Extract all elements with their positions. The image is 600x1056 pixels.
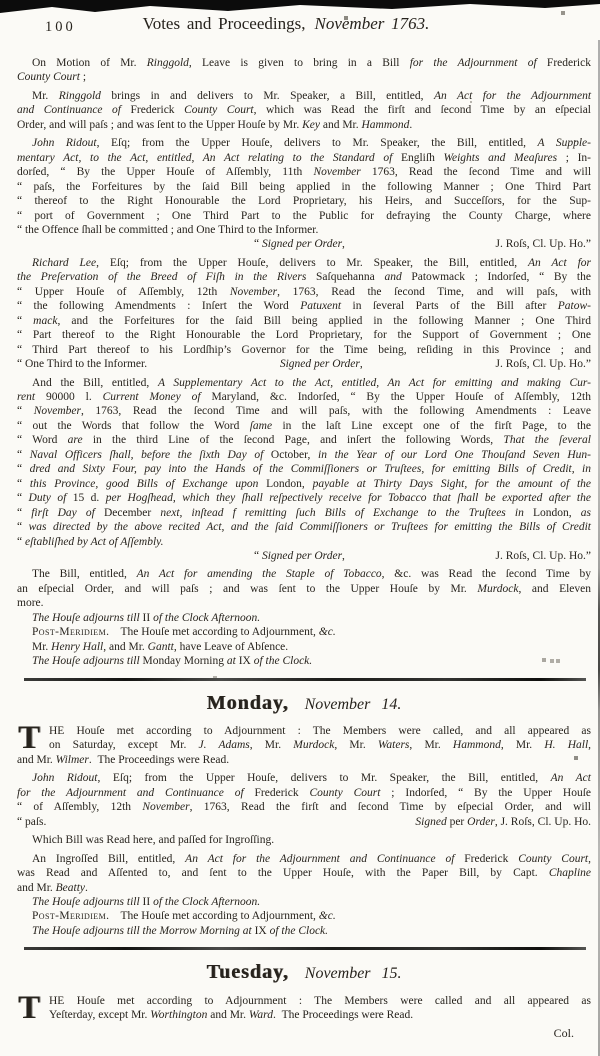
text-line: An Ingroſſed Bill, entitled, An Act for the Adjournment and Continuance of Frederick County Court, (32, 852, 592, 865)
text-line: “ firſt Day of December next, inſtead f remitting ſuch Bills of Exchange to the Truſtees in London, as (17, 506, 591, 519)
text-line: and Mr. Wilmer. The Proceedings were Read. (17, 753, 230, 766)
dropcap-paragraph (17, 720, 592, 767)
paragraph (17, 256, 591, 372)
text-line: The Houſe adjourns till II of the Clock Afternoon. (32, 896, 261, 909)
text-line: “ was directed by the above recited Act, and the ſaid Commiſſioners or Truſtees for emitting the Bills of Credit (17, 521, 591, 534)
paragraph (17, 376, 591, 564)
text-line: Mr. Henry Hall, and Mr. Gantt, have Leave of Abſence. (32, 640, 289, 653)
text-line: On Motion of Mr. Ringgold, Leave is given to bring in a Bill for the Adjournment of Frederick (32, 57, 591, 69)
running-header (0, 14, 600, 41)
text-line: The Bill, entitled, An Act for amending the Staple of Tobacco, &c. was Read the ſecond Time by (32, 568, 591, 581)
text-line: rent 90000 l. Current Money of Maryland, &c. Indorſed, “ By the Upper Houſe of Aſſembly, 12th (17, 390, 591, 403)
text-line: for the Adjournment and Continuance of Frederick County Court ; Indorſed, “ By the Upper Houſe (17, 786, 591, 799)
text-line: County Court ; (17, 71, 87, 84)
text-line: John Ridout, Eſq; from the Upper Houſe, delivers to Mr. Speaker, the Bill, entitled, A Supple- (32, 137, 591, 150)
day-heading (17, 961, 591, 984)
text-line: dorſed, “ By the Upper Houſe of Aſſembly, 11th November 1763, Read the ſecond Time and will (17, 166, 592, 179)
scan-noise (0, 0, 2, 2)
paragraph (17, 136, 591, 252)
text-segment: “ Signed per Order, (254, 549, 345, 562)
dropcap-paragraph (17, 989, 591, 1026)
text-line: Post-Meridiem. The Houſe met according to Adjournment, &c. (32, 910, 336, 923)
page-title-text: Votes and Proceedings, (142, 14, 306, 33)
page-title (0, 14, 586, 33)
text-line: Yeſterday, except Mr. Worthington and Mr. Ward. The Proceedings were Read. (49, 1009, 414, 1022)
text-segment: J. Roſs, Cl. Up. Ho.” (495, 358, 591, 371)
text-line: on Saturday, except Mr. J. Adams, Mr. Murdock, Mr. Waters, Mr. Hammond, Mr. H. Hall, (49, 739, 592, 752)
text-segment: “ Signed per Order, (254, 238, 345, 251)
text-line: Richard Lee, Eſq; from the Upper Houſe, delivers to Mr. Speaker, the Bill, entitled, An Act for (32, 256, 592, 269)
paragraph (17, 833, 591, 847)
text-line: “ thereof to the Right Honourable the Lord Proprietary, his Heirs, and Succeſſors, for the Sup- (17, 195, 591, 208)
drop-cap: T (18, 989, 41, 1026)
day-name: Monday, (206, 691, 289, 714)
text-line: And the Bill, entitled, A Supplementary Act to the Act, entitled, An Act for emitting and making Cur- (32, 376, 591, 389)
text-line (17, 549, 591, 563)
text-segment: J. Roſs, Cl. Up. Ho.” (495, 238, 591, 251)
paragraph (17, 611, 591, 669)
text-line (17, 815, 591, 829)
text-line: The Houſe adjourns till II of the Clock Afternoon. (32, 611, 261, 624)
text-line: The Houſe adjourns till the Morrow Morning at IX of the Clock. (32, 924, 329, 937)
text-segment: Signed per Order, (279, 358, 363, 371)
text-segment: Signed per Order, J. Roſs, Cl. Up. Ho. (415, 815, 591, 828)
day-name: Tuesday, (206, 961, 289, 984)
paragraph (17, 852, 591, 895)
text-segment: “ One Third to the Informer. (17, 358, 148, 371)
text-line: “ Part thereof to the Right Honourable the Lord Proprietary, for the Support of Government ; One (17, 329, 591, 342)
text-line: Order, and will paſs ; and was ſent to the Upper Houſe by Mr. Key and Mr. Hammond. (17, 118, 413, 131)
section-divider (24, 947, 586, 950)
text-line: was Read and Aſſented to, and ſent to the Upper Houſe, with the Paper Bill, by Capt. Chapline (17, 867, 591, 880)
catchword: Col. (553, 1025, 574, 1040)
text-line: “ port of Government ; One Third Part to the Public for defraying the County Charge, where (17, 209, 591, 222)
day-heading (17, 691, 591, 714)
text-line: “ Word are in the third Line of the ſecond Page, and inſert the following Words, That the ſeveral (17, 434, 591, 447)
text-line: “ Naval Officers ſhall, before the ſixth Day of October, in the Year of our Lord One Thouſand Seven Hun- (17, 448, 591, 461)
text-line: more. (17, 597, 44, 610)
text-line: HE Houſe met according to Adjournment : The Members were called and all appeared as (49, 994, 591, 1007)
paragraph (17, 89, 591, 132)
paragraph (17, 567, 591, 610)
text-line: “ mack, and the Forfeitures for the ſaid Bill being applied in the following Manner ; One Third (17, 314, 591, 327)
text-line: “ Upper Houſe of Aſſembly, 12th November, 1763, Read the ſecond Time, and will paſs, with (17, 285, 592, 298)
content (0, 56, 600, 1026)
text-line: “ dred and Sixty Four, pay into the Hands of the Commiſſioners or Truſtees, for emitting Bills of Credit, in (17, 463, 592, 476)
page-number: 100 (45, 19, 76, 35)
text-line: Mr. Ringgold brings in and delivers to Mr. Speaker, a Bill, entitled, An Act for the Adjournment (32, 89, 592, 102)
paragraph (17, 895, 591, 938)
day-date: November 15. (304, 965, 402, 983)
text-line: “ paſs, the Forfeitures by the ſaid Bill being applied in the following Manner ; One Third Part (17, 180, 591, 193)
scan-edge-bar (0, 0, 600, 14)
text-line: “ Third Part thereof to his Lordſhip’s Governor for the Time being, reſiding in this Province ; and (17, 343, 591, 356)
text-line (17, 357, 591, 371)
day-date: November 14. (304, 695, 402, 713)
text-line: “ eſtabliſhed by Act of Aſſembly. (17, 535, 164, 548)
text-line: The Houſe adjourns till Monday Morning at IX of the Clock. (32, 655, 313, 668)
text-line: “ out the Words that follow the Word ſame in the laſt Line except one of the firſt Page, to the (17, 419, 591, 432)
text-line: “ the Offence ſhall be committed ; and One Third to the Informer. (17, 223, 319, 236)
text-line: the Preſervation of the Breed of Fiſh in the Rivers Saſquehanna and Patowmack ; Indorſed, “ By the (17, 271, 591, 284)
text-line: Post-Meridiem. The Houſe met according to Adjournment, &c. (32, 626, 336, 639)
drop-cap: T (18, 720, 41, 757)
paragraph (17, 771, 591, 829)
paragraph (17, 56, 591, 85)
text-line: “ this Province, good Bills of Exchange upon London, payable at Thirty Days Sight, for the amount of the (17, 477, 592, 490)
text-line: “ the following Amendments : Inſert the Word Patuxent in ſeveral Parts of the Bill after Patow- (17, 300, 591, 313)
text-line: Which Bill was Read here, and paſſed for Ingroſſing. (32, 834, 275, 847)
text-line: and Mr. Beatty. (17, 881, 88, 894)
text-line: “ November, 1763, Read the ſecond Time and will paſs, with the following Amendments : Leave (17, 405, 591, 418)
text-line: John Ridout, Eſq; from the Upper Houſe, delivers to Mr. Speaker, the Bill, entitled, An Act (32, 772, 591, 785)
page-title-date: November 1763. (314, 14, 430, 33)
text-line: “ of Aſſembly, 12th November, 1763, Read the firſt and ſecond Time by eſpecial Order, and will (17, 801, 591, 814)
text-line: HE Houſe met according to Adjournment : The Members were called, and all appeared as (49, 725, 591, 738)
text-line: “ Duty of 15 d. per Hogſhead, which they ſhall reſpectively receive for Tobacco that ſhall be exported after the (17, 492, 591, 505)
section-divider (24, 678, 586, 681)
text-segment: “ paſs. (17, 815, 47, 828)
text-line: an eſpecial Order, and will paſs ; and was ſent to the Upper Houſe by Mr. Murdock, and Eleven (17, 582, 591, 595)
text-segment: J. Roſs, Cl. Up. Ho.” (495, 549, 591, 562)
text-line: and Continuance of Frederick County Court, which was Read the firſt and ſecond Time by an eſpecial (17, 104, 592, 117)
text-line (17, 237, 591, 251)
text-line: mentary Act, to the Act, entitled, An Act relating to the Standard of Engliſh Weights and Meaſures ; In- (17, 151, 591, 164)
